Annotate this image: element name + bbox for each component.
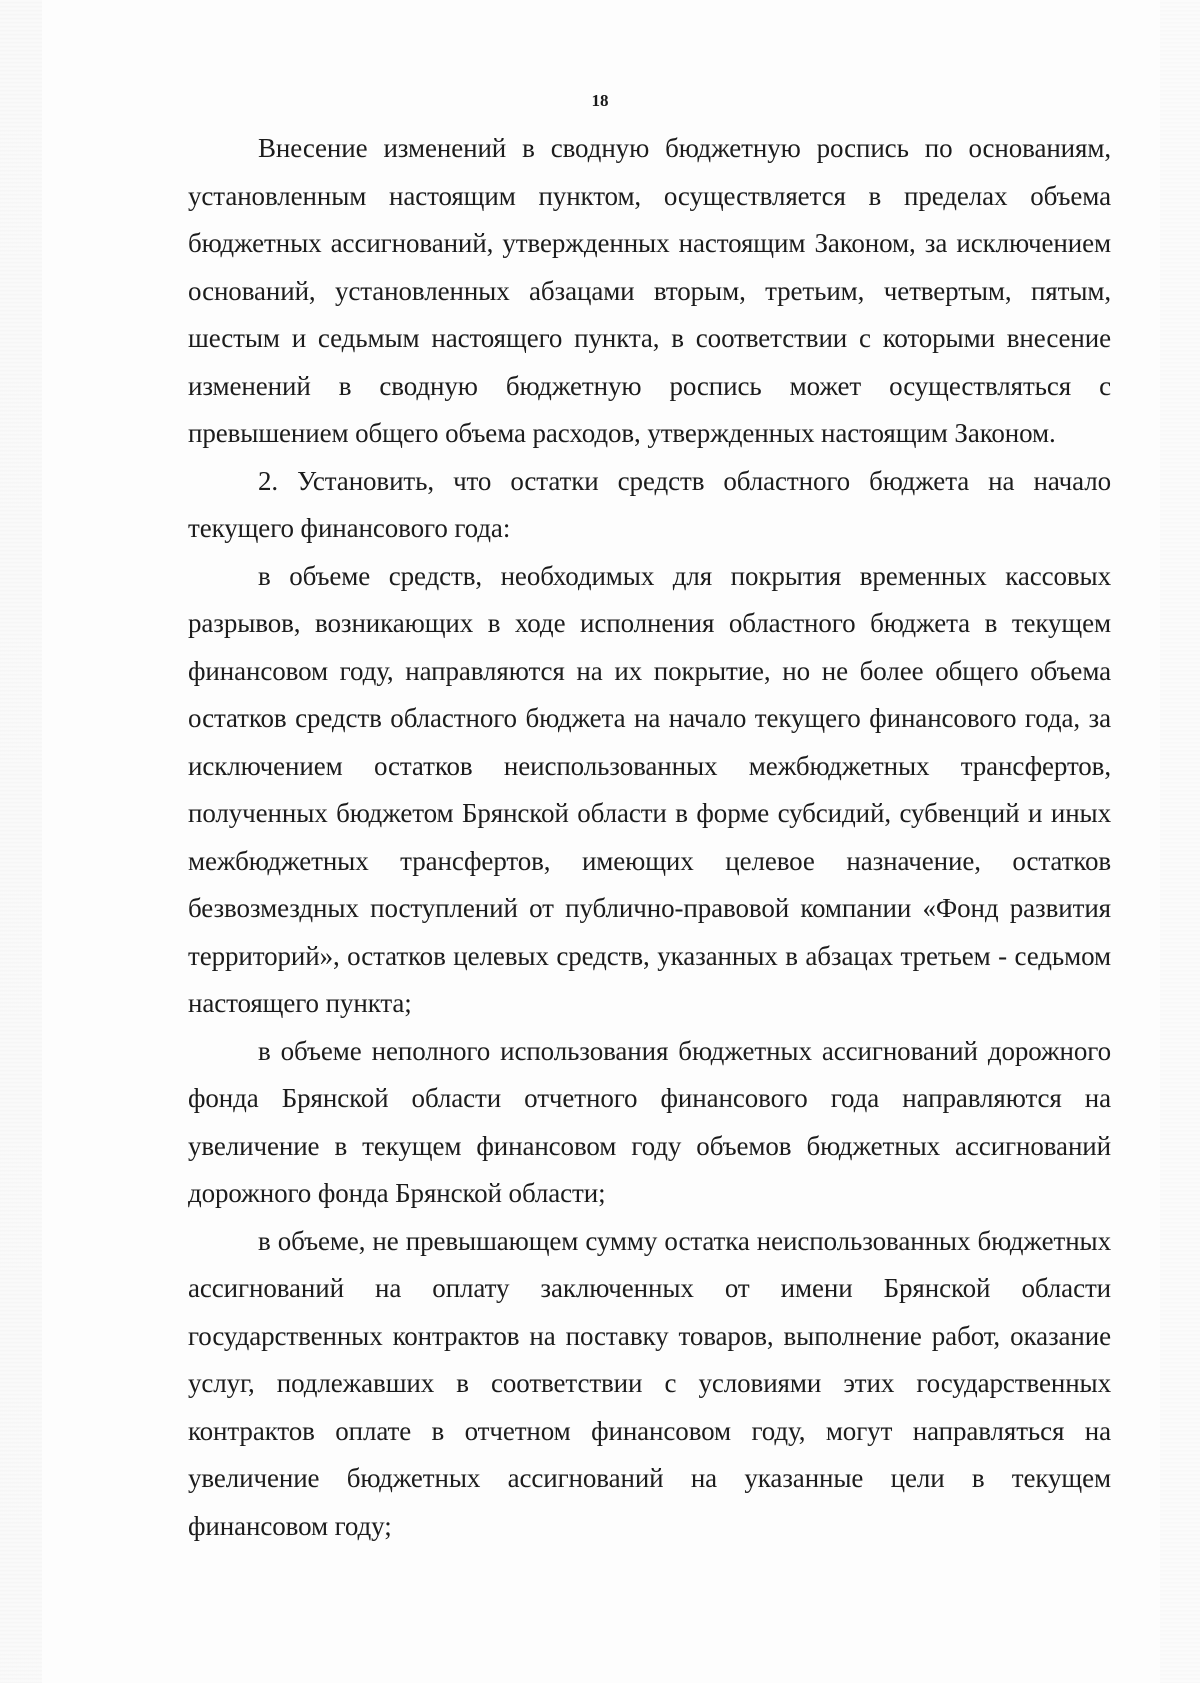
paragraph: Внесение изменений в сводную бюджетную роспись по основаниям, установленным настоящим пунктом, осуществляется в пределах объема бюджетных ассигнований, утвержденных настоящим Законом, за исключением оснований, установленных абзацами вторым, третьим, четвертым, пятым, шестым и седьмым настоящего пункта, в соответствии с которыми внесение изменений в сводную бюджетную роспись может осуществляться с превышением общего объема расходов, утвержденных настоящим Законом. [188, 133, 1111, 448]
paragraph: в объеме неполного использования бюджетных ассигнований дорожного фонда Брянской области отчетного финансового года направляются на увеличение в текущем финансовом году объемов бюджетных ассигнований дорожного фонда Брянской области; [188, 1035, 1111, 1208]
scan-edge-left [0, 0, 42, 1683]
scan-edge-right [1160, 0, 1200, 1683]
document-body [188, 125, 1111, 1550]
paragraph: в объеме, не превышающем сумму остатка неиспользованных бюджетных ассигнований на оплату заключенных от имени Брянской области государственных контрактов на поставку товаров, выполнение работ, оказание услуг, подлежавших в соответствии с условиями этих государственных контрактов оплате в отчетном финансовом году, могут направляться на увеличение бюджетных ассигнований на указанные цели в текущем финансовом году; [188, 1225, 1111, 1541]
page-number: 18 [591, 91, 609, 110]
paragraph: 2. Установить, что остатки средств областного бюджета на начало текущего финансового года: [188, 465, 1111, 543]
paragraph: в объеме средств, необходимых для покрытия временных кассовых разрывов, возникающих в ходе исполнения областного бюджета в текущем финансовом году, направляются на их покрытие, но не более общего объема остатков средств областного бюджета на начало текущего финансового года, за исключением остатков неиспользованных межбюджетных трансфертов, полученных бюджетом Брянской области в форме субсидий, субвенций и иных межбюджетных трансфертов, имеющих целевое назначение, остатков безвозмездных поступлений от публично-правовой компании «Фонд развития территорий», остатков целевых средств, указанных в абзацах третьем - седьмом настоящего пункта; [188, 560, 1111, 1018]
